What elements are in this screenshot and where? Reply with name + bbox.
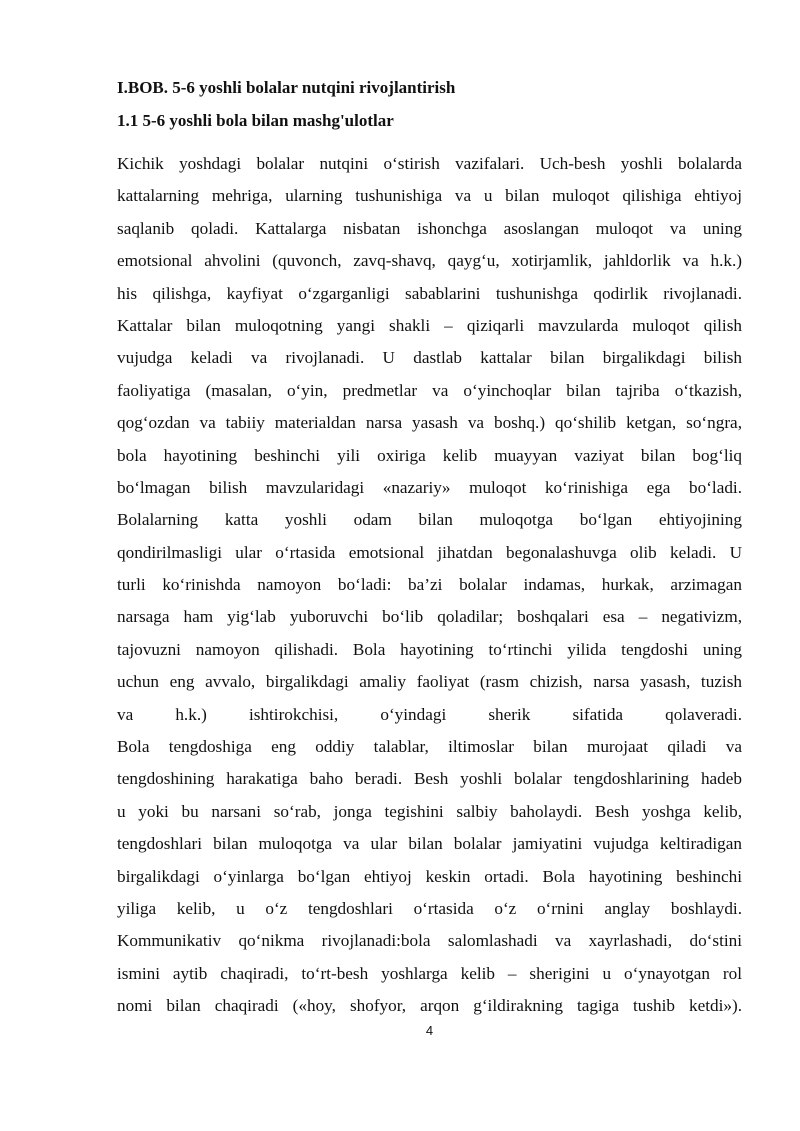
text-line: faoliyatiga (masalan, o‘yin, predmetlar va o‘yinchoqlar bilan tajriba o‘tkazish, — [117, 380, 742, 400]
page-number: 4 — [425, 1023, 434, 1038]
text-line: Kichik yoshdagi bolalar nutqini o‘stirish vazifalari. Uch-besh yoshli bolalarda — [117, 154, 742, 173]
text-line: qondirilmasligi ular o‘rtasida emotsional jihatdan begonalashuvga olib keladi. U — [117, 542, 742, 562]
text-line: birgalikdagi o‘yinlarga bo‘lgan ehtiyoj keskin ortadi. Bola hayotining beshinchi — [117, 866, 742, 886]
text-line: narsaga ham yig‘lab yuboruvchi bo‘lib qoladilar; boshqalari esa – negativizm, — [117, 607, 742, 627]
text-line: nomi bilan chaqiradi («hoy, shofyor, arqon g‘ildirakning tagiga tushib ketdi»). — [117, 996, 742, 1016]
body-paragraph — [117, 148, 742, 1023]
text-line: kattalarning mehriga, ularning tushunishiga va u bilan muloqot qilishiga ehtiyoj — [117, 186, 742, 206]
text-line: uchun eng avvalo, birgalikdagi amaliy faoliyat (rasm chizish, narsa yasash, tuzish — [117, 672, 742, 692]
text-line: Kattalar bilan muloqotning yangi shakli – qiziqarli mavzularda muloqot qilish — [117, 315, 742, 335]
text-line: bola hayotining beshinchi yili oxiriga kelib muayyan vaziyat bilan bog‘liq — [117, 445, 742, 465]
text-line: bo‘lmagan bilish mavzularidagi «nazariy» muloqot ko‘rinishiga ega bo‘ladi. — [117, 477, 742, 497]
text-line: vujudga keladi va rivojlanadi. U dastlab kattalar bilan birgalikdagi bilish — [117, 348, 742, 368]
section-title: 1.1 5-6 yoshli bola bilan mashg'ulotlar — [117, 111, 394, 130]
text-line: u yoki bu narsani so‘rab, jonga tegishini salbiy baholaydi. Besh yoshga kelib, — [117, 801, 742, 821]
text-line: saqlanib qoladi. Kattalarga nisbatan ishonchga asoslangan muloqot va uning — [117, 218, 742, 238]
text-line: Kommunikativ qo‘nikma rivojlanadi:bola salomlashadi va xayrlashadi, do‘stini — [117, 931, 742, 951]
text-line: tajovuzni namoyon qilishadi. Bola hayotining to‘rtinchi yilida tengdoshi uning — [117, 639, 742, 659]
text-line: tengdoshining harakatiga baho beradi. Besh yoshli bolalar tengdoshlarining hadeb — [117, 769, 742, 789]
text-line: Bolalarning katta yoshli odam bilan muloqotga bo‘lgan ehtiyojining — [117, 510, 742, 530]
text-line: his qilishga, kayfiyat o‘zgarganligi sabablarini tushunishga qodirlik rivojlanadi. — [117, 283, 742, 303]
text-line: tengdoshlari bilan muloqotga va ular bilan bolalar jamiyatini vujudga keltiradigan — [117, 834, 742, 854]
text-line: emotsional ahvolini (quvonch, zavq-shavq, qayg‘u, xotirjamlik, jahldorlik va h.k.) — [117, 251, 742, 271]
text-line: qog‘ozdan va tabiiy materialdan narsa yasash va boshq.) qo‘shilib ketgan, so‘ngra, — [117, 413, 742, 433]
text-line: Bola tengdoshiga eng oddiy talablar, iltimoslar bilan murojaat qiladi va — [117, 737, 742, 757]
text-line: ismini aytib chaqiradi, to‘rt-besh yoshlarga kelib – sherigini u o‘ynayotgan rol — [117, 963, 742, 983]
chapter-title: I.BOB. 5-6 yoshli bolalar nutqini rivojlantirish — [117, 78, 456, 97]
text-line: turli ko‘rinishda namoyon bo‘ladi: ba’zi bolalar indamas, hurkak, arzimagan — [117, 575, 742, 595]
text-line: yiliga kelib, u o‘z tengdoshlari o‘rtasida o‘z o‘rnini anglay boshlaydi. — [117, 898, 742, 918]
text-line: va h.k.) ishtirokchisi, o‘yindagi sherik sifatida qolaveradi. — [117, 704, 742, 724]
